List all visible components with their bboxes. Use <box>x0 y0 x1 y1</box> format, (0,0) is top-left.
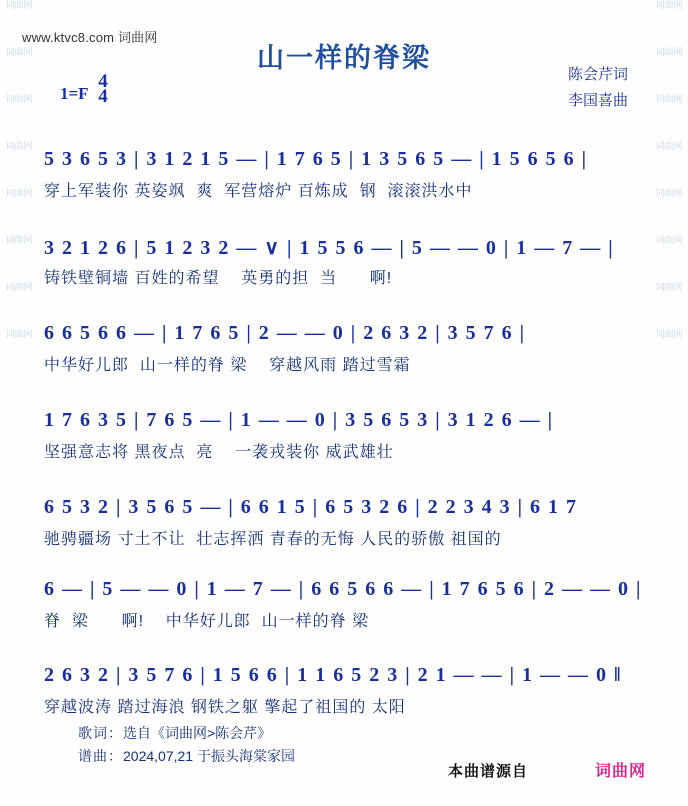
watermark-text: 词曲网 <box>5 329 33 339</box>
notation-line: 1 7 6 3 5 | 7 6 5 — | 1 — — 0 | 3 5 6 5 3 | 3 1 2 6 — | <box>44 409 554 431</box>
watermark-text: 词曲网 <box>5 94 33 104</box>
music-system <box>44 148 644 201</box>
time-signature <box>98 71 108 107</box>
lyrics-credit-value: 选自《词曲网>陈会芹》 <box>123 725 272 741</box>
notation-line: 5 3 6 5 3 | 3 1 2 1 5 — | 1 7 6 5 | 1 3 5 6 5 — | 1 5 6 5 6 | <box>44 148 588 170</box>
watermark-text: 词曲网 <box>655 94 683 104</box>
watermark-text: 词曲网 <box>655 188 683 198</box>
lyrics-line: 穿越波涛 踏过海浪 钢铁之躯 擎起了祖国的 太阳 <box>44 699 406 716</box>
music-credit-label: 谱曲： <box>78 748 123 764</box>
page-title: 山一样的脊梁 <box>257 43 431 73</box>
watermark-column-right <box>652 0 686 806</box>
lyrics-line: 穿上军装你 英姿飒 爽 军营熔炉 百炼成 钢 滚滚洪水中 <box>44 183 473 200</box>
notation-line: 2 6 3 2 | 3 5 7 6 | 1 5 6 6 | 1 1 6 5 2 3 | 2 1 — — | 1 — — 0 ‖ <box>44 664 623 686</box>
lyrics-credit-row <box>78 722 295 745</box>
lyrics-line: 中华好儿郎 山一样的脊 梁 穿越风雨 踏过雪霜 <box>44 357 411 374</box>
watermark-text: 词曲网 <box>5 0 33 10</box>
site-url: www.ktvc8.com 词曲网 <box>22 30 158 45</box>
lyricist: 陈会芹词 <box>567 67 628 83</box>
watermark-column-left <box>2 0 36 806</box>
time-signature-numerator: 4 <box>98 71 108 92</box>
watermark-text: 词曲网 <box>655 47 683 57</box>
source-note: 本曲谱源自 <box>448 763 529 780</box>
lyrics-line: 坚强意志将 黑夜点 亮 一袭戎装你 威武雄壮 <box>44 444 394 461</box>
watermark-text: 词曲网 <box>655 235 683 245</box>
watermark-text: 词曲网 <box>655 0 683 10</box>
lyrics-line: 驰骋疆场 寸土不让 壮志挥洒 青春的无悔 人民的骄傲 祖国的 <box>44 531 502 548</box>
notation-line: 6 6 5 6 6 — | 1 7 6 5 | 2 — — 0 | 2 6 3 2 | 3 5 7 6 | <box>44 322 526 344</box>
notation-line: 6 — | 5 — — 0 | 1 — 7 — | 6 6 5 6 6 — | 1 7 6 5 6 | 2 — — 0 | <box>44 578 642 600</box>
watermark-text: 词曲网 <box>5 188 33 198</box>
music-system <box>44 496 644 549</box>
lyrics-credit-label: 歌词： <box>78 725 123 741</box>
notation-line: 6 5 3 2 | 3 5 6 5 — | 6 6 1 5 | 6 5 3 2 6 | 2 2 3 4 3 | 6 1 7 <box>44 496 578 518</box>
watermark-text: 词曲网 <box>5 47 33 57</box>
watermark-text: 词曲网 <box>655 329 683 339</box>
watermark-text: 词曲网 <box>5 235 33 245</box>
time-signature-denominator: 4 <box>98 86 108 107</box>
watermark-text: 词曲网 <box>655 282 683 292</box>
footer-credits <box>78 722 295 768</box>
watermark-text: 词曲网 <box>655 141 683 151</box>
lyrics-line: 脊 梁 啊! 中华好儿郎 山一样的脊 梁 <box>44 613 370 630</box>
music-credit-row <box>78 745 295 768</box>
music-system <box>44 409 644 462</box>
key-signature <box>60 71 108 107</box>
brand-logo: 词曲网 <box>594 763 646 780</box>
key-signature-text: 1=F <box>60 84 88 103</box>
music-system <box>44 235 644 288</box>
lyrics-line: 铸铁壁铜墙 百姓的希望 英勇的担 当 啊! <box>44 270 393 287</box>
music-system <box>44 664 644 717</box>
watermark-text: 词曲网 <box>5 282 33 292</box>
composer: 李国喜曲 <box>567 93 628 109</box>
music-system <box>44 578 644 631</box>
music-system <box>44 322 644 375</box>
credits <box>568 62 628 114</box>
notation-line: 3 2 1 2 6 | 5 1 2 3 2 — ∨ | 1 5 5 6 — | 5 — — 0 | 1 — 7 — | <box>44 237 615 259</box>
music-credit-value: 2024,07,21 于振头海棠家园 <box>123 748 295 764</box>
watermark-text: 词曲网 <box>5 141 33 151</box>
